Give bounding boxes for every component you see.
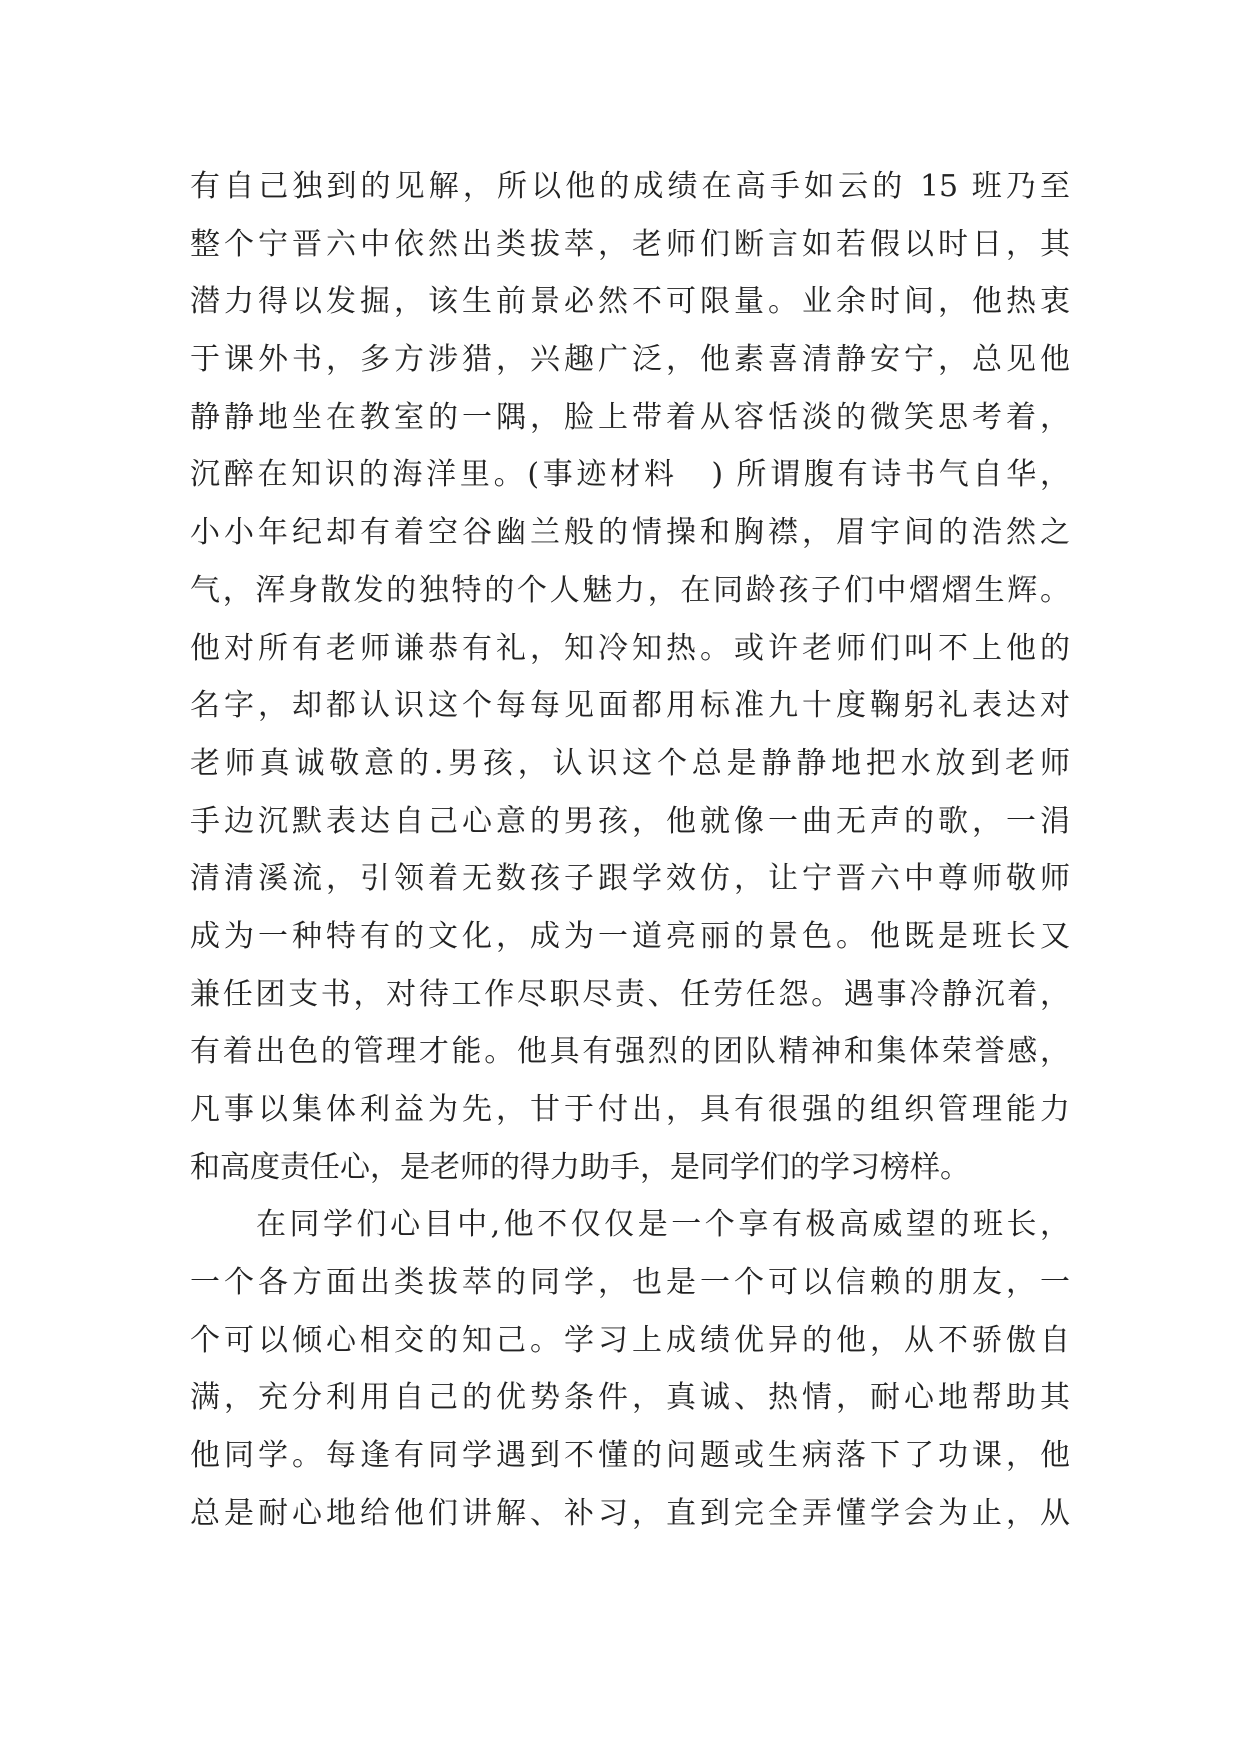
text-line-4: 于课外书，多方涉猎，兴趣广泛，他素喜清静安宁，总见他 xyxy=(190,342,1070,378)
text-line-15: 兼任团支书，对待工作尽职尽责、任劳任怨。遇事冷静沉着， xyxy=(190,976,1070,1012)
text-line-8: 气，浑身散发的独特的个人魅力，在同龄孩子们中熠熠生辉。 xyxy=(190,572,1070,608)
text-line-12: 手边沉默表达自己心意的男孩，他就像一曲无声的歌，一涓 xyxy=(190,803,1070,839)
text-line-9: 他对所有老师谦恭有礼，知冷知热。或许老师们叫不上他的 xyxy=(190,630,1070,666)
text-line-23: 他同学。每逢有同学遇到不懂的问题或生病落下了功课，他 xyxy=(190,1438,1070,1474)
text-line-14: 成为一种特有的文化，成为一道亮丽的景色。他既是班长又 xyxy=(190,918,1070,954)
text-line-16: 有着出色的管理才能。他具有强烈的团队精神和集体荣誉感， xyxy=(190,1034,1070,1070)
text-line-6: 沉醉在知识的海洋里。(事迹材料 ) 所谓腹有诗书气自华， xyxy=(190,457,1070,493)
text-line-24: 总是耐心地给他们讲解、补习，直到完全弄懂学会为止，从 xyxy=(190,1495,1070,1531)
text-line-21: 个可以倾心相交的知己。学习上成绩优异的他，从不骄傲自 xyxy=(190,1322,1070,1358)
text-line-10: 名字，却都认识这个每每见面都用标准九十度鞠躬礼表达对 xyxy=(190,688,1070,724)
text-line-11: 老师真诚敬意的.男孩，认识这个总是静静地把水放到老师 xyxy=(190,745,1070,781)
body-text xyxy=(190,158,1070,1543)
text-line-18: 和高度责任心，是老师的得力助手，是同学们的学习榜样。 xyxy=(190,1149,970,1185)
text-line-22: 满，充分利用自己的优势条件，真诚、热情，耐心地帮助其 xyxy=(190,1380,1070,1416)
text-line-19: 在同学们心目中,他不仅仅是一个享有极高威望的班长， xyxy=(256,1207,1070,1243)
text-line-20: 一个各方面出类拔萃的同学，也是一个可以信赖的朋友，一 xyxy=(190,1265,1070,1301)
text-line-3: 潜力得以发掘，该生前景必然不可限量。业余时间，他热衷 xyxy=(190,284,1070,320)
text-line-1: 有自己独到的见解，所以他的成绩在高手如云的 15 班乃至 xyxy=(190,169,1070,204)
text-line-2: 整个宁晋六中依然出类拔萃，老师们断言如若假以时日，其 xyxy=(190,226,1070,262)
text-line-13: 清清溪流，引领着无数孩子跟学效仿，让宁晋六中尊师敬师 xyxy=(190,861,1070,897)
text-line-5: 静静地坐在教室的一隅，脸上带着从容恬淡的微笑思考着， xyxy=(190,399,1070,435)
text-line-7: 小小年纪却有着空谷幽兰般的情操和胸襟，眉宇间的浩然之 xyxy=(190,515,1070,551)
text-line-17: 凡事以集体利益为先，甘于付出，具有很强的组织管理能力 xyxy=(190,1092,1070,1127)
